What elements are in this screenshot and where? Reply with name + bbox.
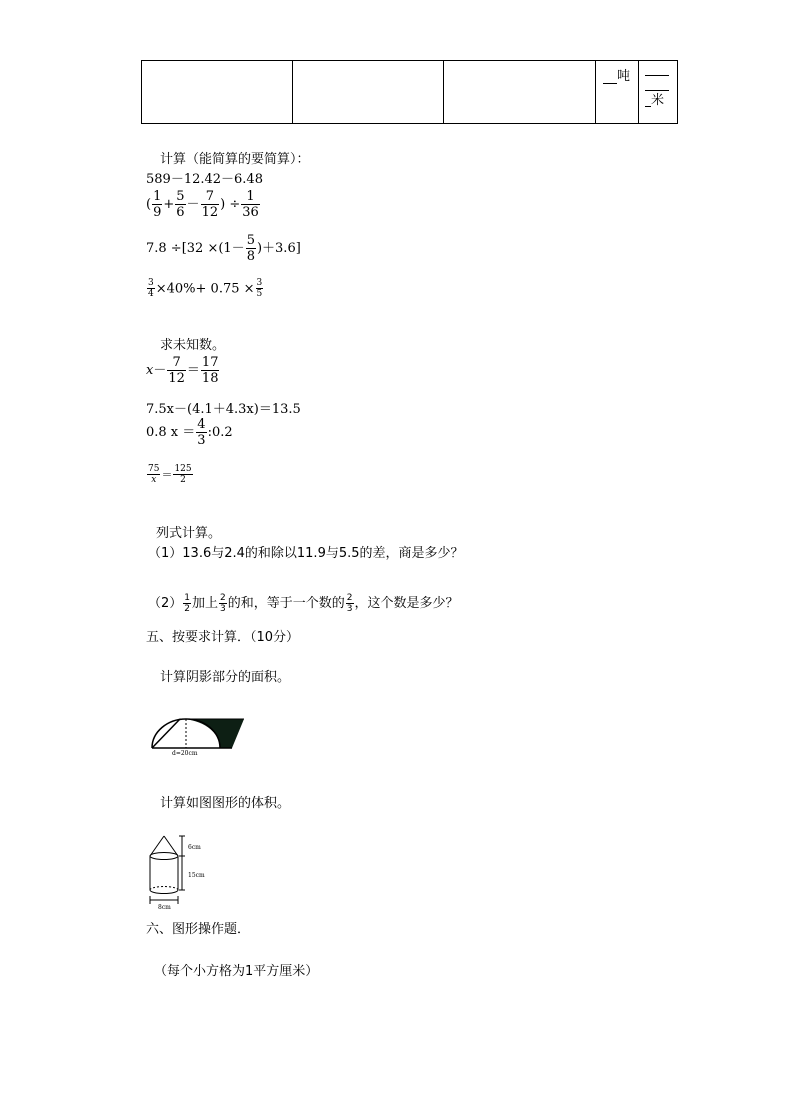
- fraction: $\frac{125}{2}$: [174, 464, 192, 485]
- operator: +: [163, 197, 175, 212]
- expr-question-1: （1）13.6与2.4的和除以11.9与5.5的差，商是多少？: [148, 546, 464, 561]
- expr-part: 0.8 x ＝: [146, 425, 196, 440]
- expr-part: 7.8 ÷[32 ×(1－: [146, 241, 245, 256]
- section5-title: 五、按要求计算．（10分）: [146, 630, 300, 645]
- expr-part: )＋3.6]: [256, 241, 301, 256]
- equation-1: [146, 356, 220, 385]
- solve-heading: 求未知数。: [160, 338, 226, 353]
- paren: (: [146, 197, 152, 212]
- question-text: 加上: [192, 596, 219, 611]
- fraction: $\frac{5}{6}$: [176, 189, 185, 220]
- expr-heading: 列式计算。: [156, 526, 222, 541]
- question-text: ，这个数是多少？: [354, 596, 459, 611]
- fraction: $\frac{7}{12}$: [201, 189, 219, 220]
- task-shaded-area: 计算阴影部分的面积。: [160, 670, 291, 685]
- fraction: $\frac{3}{4}$: [148, 278, 154, 299]
- cylinder-bottom: [150, 890, 178, 894]
- task-volume: 计算如图图形的体积。: [160, 796, 291, 811]
- paren: ): [220, 197, 226, 212]
- calc-line-1: 589－12.42－6.48: [146, 172, 263, 187]
- section6-title: 六、图形操作题．: [146, 922, 251, 937]
- table-cell: [293, 61, 444, 124]
- expr-question-2: [148, 592, 459, 614]
- cone-height-label: 6cm: [188, 844, 201, 851]
- shaded-area-figure: [146, 710, 250, 762]
- cone-cylinder-figure: [144, 834, 214, 910]
- expr-part: :0.2: [207, 425, 233, 440]
- calc-heading: 计算（能简算的要简算）：: [160, 152, 310, 167]
- unit-ton: 吨: [617, 69, 631, 84]
- diameter-label: d=20cm: [172, 750, 198, 757]
- equation-4: [146, 465, 194, 485]
- table-cell-ton: [596, 61, 639, 124]
- cylinder-bottom-hidden: [150, 887, 178, 891]
- operator: －: [153, 363, 167, 378]
- unit-meter: 米: [651, 93, 665, 108]
- variable: x: [146, 363, 154, 378]
- table-cell: [142, 61, 293, 124]
- cylinder-height-label: 15cm: [188, 872, 205, 879]
- equation-2: 7.5x－(4.1＋4.3x)＝13.5: [146, 402, 301, 417]
- table-cell-meter: [639, 61, 678, 124]
- fraction: $\frac{1}{9}$: [153, 189, 162, 220]
- fraction: $\frac{2}{3}$: [220, 592, 226, 614]
- calc-line-3: [146, 234, 301, 263]
- fraction: $\frac{5}{8}$: [246, 233, 255, 264]
- answer-table: [141, 60, 678, 124]
- question-text: 的和，等于一个数的: [227, 596, 345, 611]
- operator: ＝: [161, 468, 173, 482]
- fraction: $\frac{7}{12}$: [168, 355, 185, 386]
- fraction: $\frac{17}{18}$: [201, 355, 219, 386]
- fraction: $\frac{2}{3}$: [346, 592, 353, 614]
- calc-line-4: [146, 279, 264, 299]
- diameter-label: 8cm: [158, 904, 171, 910]
- fraction: $\frac{3}{5}$: [256, 278, 263, 299]
- section6-note: （每个小方格为1平方厘米）: [154, 964, 319, 979]
- expr-part: ×40%+ 0.75 ×: [155, 281, 255, 297]
- operator: ＝: [186, 363, 200, 378]
- fraction: $\frac{75}{x}$: [148, 464, 160, 485]
- question-number: （2）: [148, 596, 183, 611]
- table-cell: [444, 61, 596, 124]
- fraction: $\frac{4}{3}$: [197, 417, 206, 448]
- calc-line-2: [146, 190, 261, 219]
- fraction: $\frac{1}{36}$: [242, 189, 259, 220]
- equation-3: [146, 418, 233, 447]
- cylinder-top: [150, 853, 178, 860]
- operator: －: [186, 197, 200, 212]
- fraction: $\frac{1}{2}$: [184, 592, 191, 614]
- operator: ÷: [229, 197, 241, 212]
